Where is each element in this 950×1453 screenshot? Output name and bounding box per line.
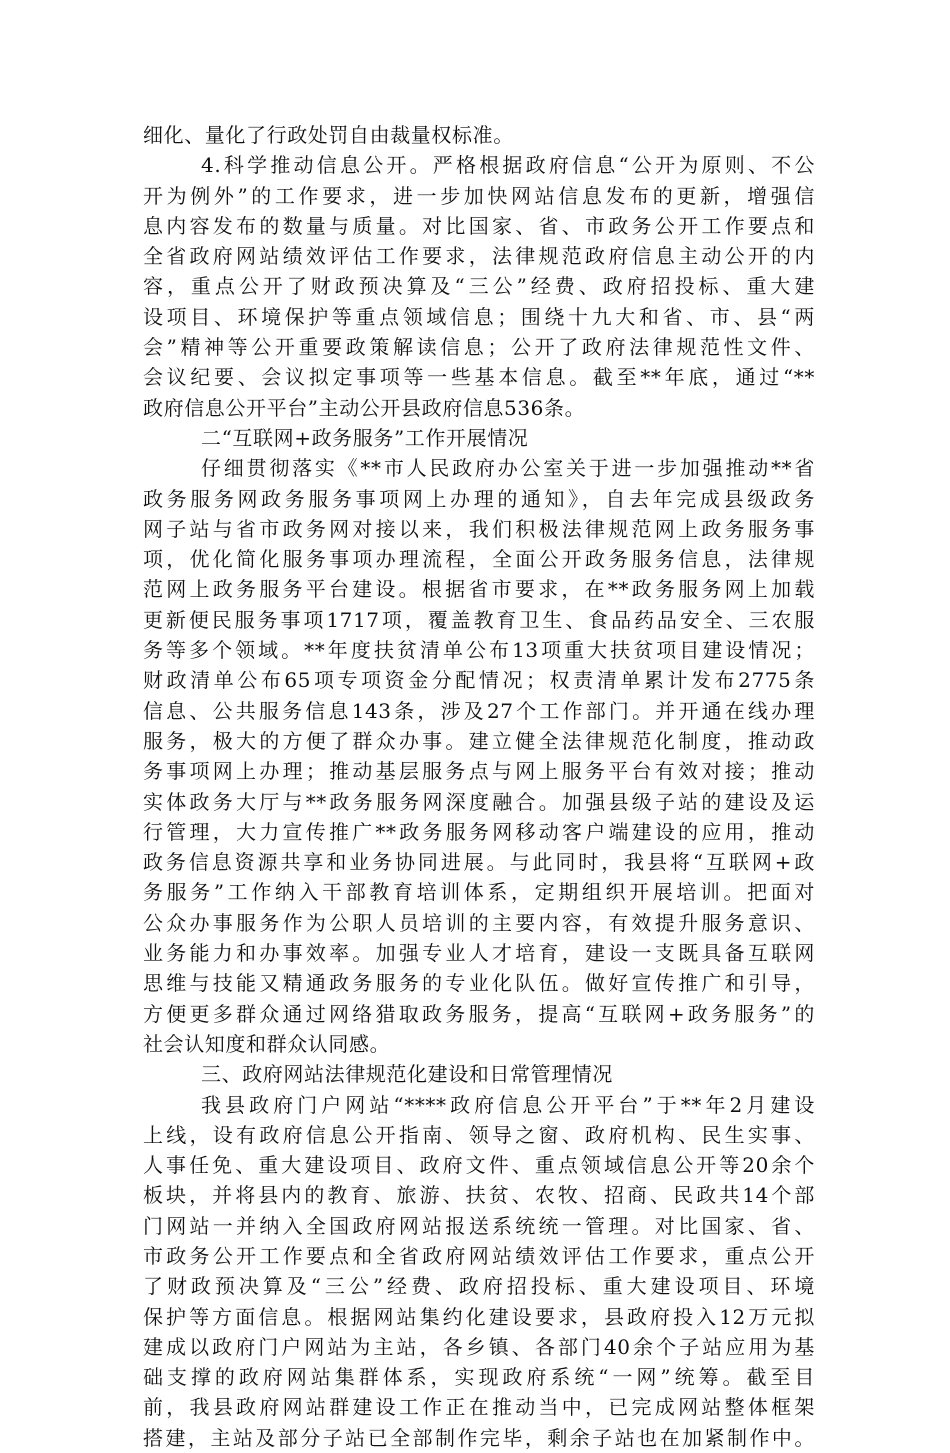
text-line: 二“互联网+政务服务”工作开展情况 <box>201 425 529 450</box>
text-line: 门网站一并纳入全国政府网站报送系统统一管理。对比国家、省、 <box>143 1213 815 1238</box>
text-line: 更新便民服务事项1717项，覆盖教育卫生、食品药品安全、三农服 <box>143 607 815 632</box>
text-line: 范网上政务服务平台建设。根据省市要求，在**政务服务网上加载 <box>143 577 815 602</box>
text-line: 息内容发布的数量与质量。对比国家、省、市政务公开工作要点和 <box>143 213 815 238</box>
text-line: 三、政府网站法律规范化建设和日常管理情况 <box>201 1062 613 1087</box>
text-line: 仔细贯彻落实《**市人民政府办公室关于进一步加强推动**省 <box>201 456 815 481</box>
text-line: 服务，极大的方便了群众办事。建立健全法律规范化制度，推动政 <box>143 728 815 753</box>
text-line: 板块，并将县内的教育、旅游、扶贫、农牧、招商、民政共14个部 <box>143 1183 815 1208</box>
text-line: 保护等方面信息。根据网站集约化建设要求，县政府投入12万元拟 <box>143 1304 815 1329</box>
text-line: 政务服务网政务服务事项网上办理的通知》，自去年完成县级政务 <box>143 486 815 511</box>
text-line: 全省政府网站绩效评估工作要求，法律规范政府信息主动公开的内 <box>143 244 815 269</box>
text-line: 会议纪要、会议拟定事项等一些基本信息。截至**年底，通过“** <box>143 365 815 390</box>
text-line: 公众办事服务作为公职人员培训的主要内容，有效提升服务意识、 <box>143 910 815 935</box>
text-line: 信息、公共服务信息143条，涉及27个工作部门。并开通在线办理 <box>143 698 815 723</box>
text-line: 网子站与省市政务网对接以来，我们积极法律规范网上政务服务事 <box>143 516 815 541</box>
text-line: 思维与技能又精通政务服务的专业化队伍。做好宣传推广和引导， <box>143 971 815 996</box>
text-line: 了财政预决算及“三公”经费、政府招投标、重大建设项目、环境 <box>143 1274 815 1299</box>
text-line: 方便更多群众通过网络猎取政务服务，提高“互联网+政务服务”的 <box>143 1001 815 1026</box>
text-line: 前，我县政府网站群建设工作正在推动当中，已完成网站整体框架 <box>143 1395 815 1420</box>
text-line: 搭建，主站及部分子站已全部制作完毕，剩余子站也在加紧制作中。 <box>143 1425 815 1450</box>
text-line: 我县政府门户网站“****政府信息公开平台”于**年2月建设 <box>201 1092 815 1117</box>
text-line: 社会认知度和群众认同感。 <box>143 1031 391 1056</box>
text-line: 行管理，大力宣传推广**政务服务网移动客户端建设的应用，推动 <box>143 819 815 844</box>
text-line: 业务能力和办事效率。加强专业人才培育，建设一支既具备互联网 <box>143 941 815 966</box>
text-line: 础支撑的政府网站集群体系，实现政府系统“一网”统筹。截至目 <box>143 1365 815 1390</box>
text-line: 政府信息公开平台”主动公开县政府信息536条。 <box>143 395 586 420</box>
text-line: 容，重点公开了财政预决算及“三公”经费、政府招投标、重大建 <box>143 274 815 299</box>
text-line: 人事任免、重大建设项目、政府文件、重点领域信息公开等20余个 <box>143 1153 815 1178</box>
text-line: 设项目、环境保护等重点领域信息；围绕十九大和省、市、县“两 <box>143 304 815 329</box>
text-line: 务事项网上办理；推动基层服务点与网上服务平台有效对接；推动 <box>143 759 815 784</box>
text-line: 开为例外”的工作要求，进一步加快网站信息发布的更新，增强信 <box>143 183 815 208</box>
text-line: 财政清单公布65项专项资金分配情况；权责清单累计发布2775条 <box>143 668 815 693</box>
text-line: 4.科学推动信息公开。严格根据政府信息“公开为原则、不公 <box>201 153 815 178</box>
text-line: 建成以政府门户网站为主站，各乡镇、各部门40余个子站应用为基 <box>143 1334 815 1359</box>
text-line: 项，优化简化服务事项办理流程，全面公开政务服务信息，法律规 <box>143 547 815 572</box>
text-line: 市政务公开工作要点和全省政府网站绩效评估工作要求，重点公开 <box>143 1243 815 1268</box>
text-line: 实体政务大厅与**政务服务网深度融合。加强县级子站的建设及运 <box>143 789 815 814</box>
text-line: 政务信息资源共享和业务协同进展。与此同时，我县将“互联网+政 <box>143 850 815 875</box>
text-line: 务服务”工作纳入干部教育培训体系，定期组织开展培训。把面对 <box>143 880 815 905</box>
text-line: 会”精神等公开重要政策解读信息；公开了政府法律规范性文件、 <box>143 335 815 360</box>
text-line: 上线，设有政府信息公开指南、领导之窗、政府机构、民生实事、 <box>143 1122 815 1147</box>
text-line: 务等多个领域。**年度扶贫清单公布13项重大扶贫项目建设情况； <box>143 638 815 663</box>
document-page <box>143 120 815 1453</box>
text-line: 细化、量化了行政处罚自由裁量权标准。 <box>143 123 514 147</box>
